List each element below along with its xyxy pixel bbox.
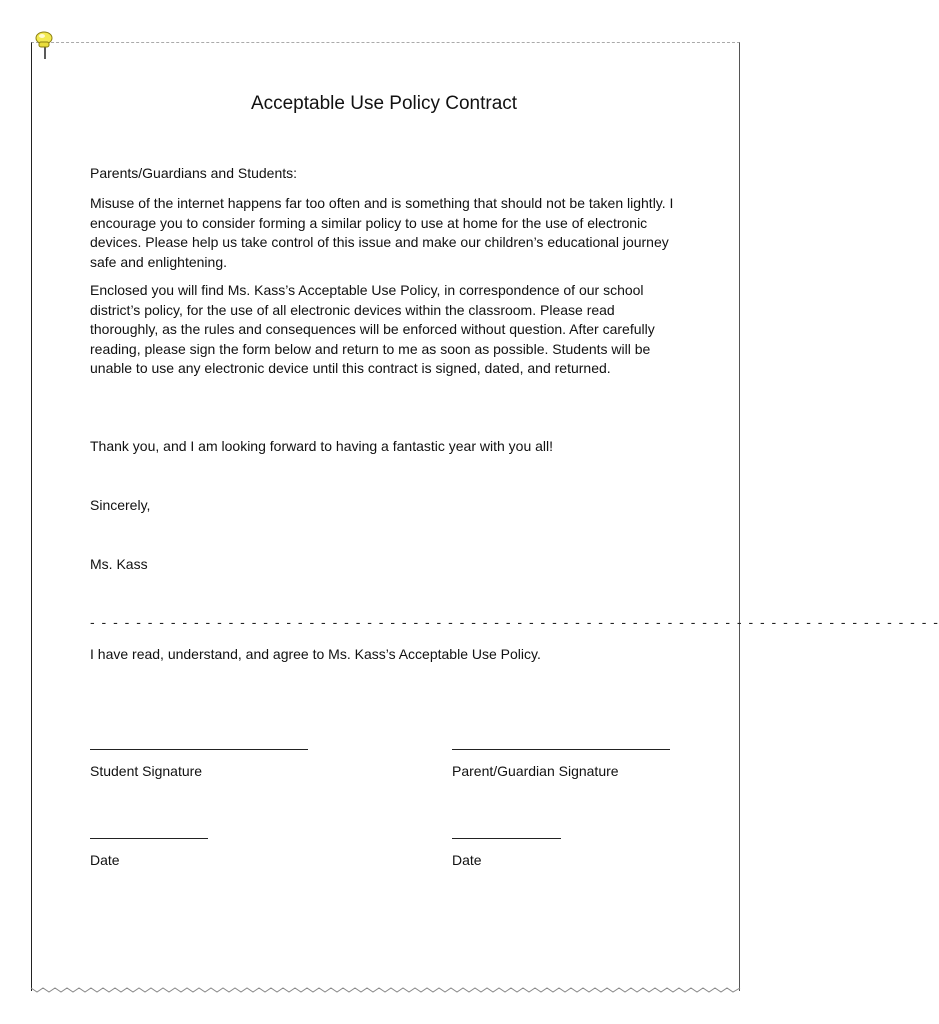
pushpin-icon[interactable] xyxy=(31,30,57,60)
cut-line: - - - - - - - - - - - - - - - - - - - - - - - - - - - - - - - - - - - - - - - - - - - - - - - - - - - - - - - - - - - - - - - - - - - - - - - - - - xyxy=(90,614,939,630)
paragraph-enclosed-policy: Enclosed you will find Ms. Kass’s Acceptable Use Policy, in correspondence of our school district’s policy, for the use of all electronic devices within the classroom. Please read thoroughly, as the rules and consequences will be enforced without question. After carefully reading, please sign the form below and return to me as soon as possible. Students will be unable to use any electronic device until this contract is signed, dated, and returned. xyxy=(90,282,655,376)
thank-you-line: Thank you, and I am looking forward to having a fantastic year with you all! xyxy=(90,438,554,454)
teacher-name: Ms. Kass xyxy=(90,556,148,572)
document-page xyxy=(31,42,939,991)
parent-date-line[interactable] xyxy=(452,838,561,839)
document-title: Acceptable Use Policy Contract xyxy=(250,93,518,114)
parent-date-label: Date xyxy=(452,852,482,868)
student-signature-label: Student Signature xyxy=(90,763,203,779)
salutation: Parents/Guardians and Students: xyxy=(90,165,298,181)
page-torn-edge xyxy=(31,978,740,998)
paragraph-internet-misuse: Misuse of the internet happens far too often and is something that should not be taken lightly. I encourage you to consider forming a similar policy to use at home for the use of electronic devices. Please help us take control of this issue and make our children’s educational journey safe and enlightening. xyxy=(90,195,674,270)
closing-sincerely: Sincerely, xyxy=(90,497,151,513)
student-date-label: Date xyxy=(90,852,120,868)
student-date-line[interactable] xyxy=(90,838,208,839)
parent-signature-label: Parent/Guardian Signature xyxy=(452,763,619,779)
student-signature-line[interactable] xyxy=(90,749,308,750)
parent-signature-line[interactable] xyxy=(452,749,670,750)
agreement-statement: I have read, understand, and agree to Ms. Kass’s Acceptable Use Policy. xyxy=(90,646,541,662)
